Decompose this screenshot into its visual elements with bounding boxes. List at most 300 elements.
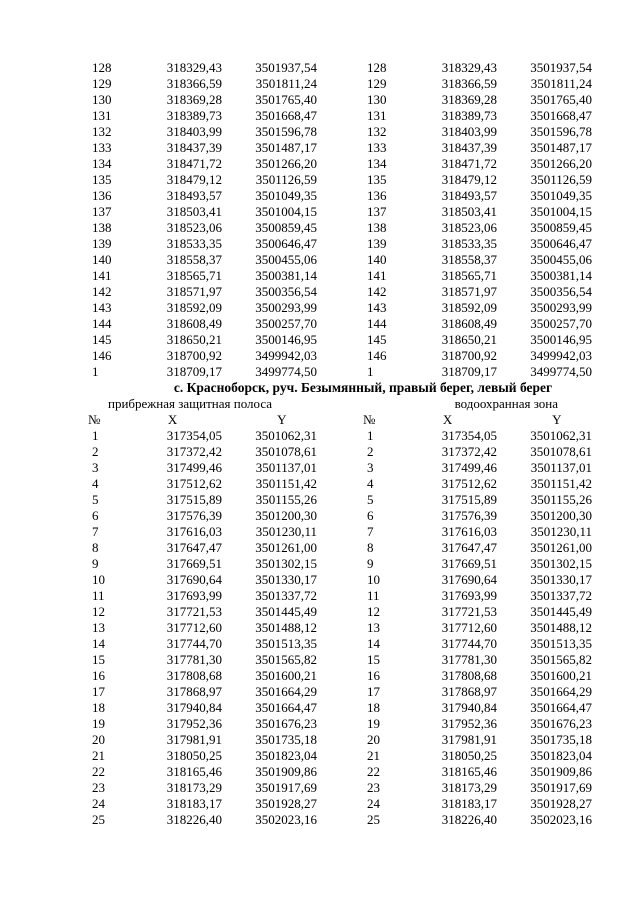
- coord-y: 3500859,45: [530, 220, 592, 235]
- table-row: [363, 604, 598, 620]
- coord-x: 317744,70: [166, 636, 222, 651]
- coord-x: 317372,42: [441, 444, 497, 459]
- point-number: 141: [92, 268, 112, 283]
- coord-y: 3501823,04: [530, 748, 592, 763]
- table-row: [88, 684, 323, 700]
- coord-x: 317940,84: [441, 700, 497, 715]
- table-row: [363, 76, 598, 92]
- table-row: [88, 428, 323, 444]
- point-number: 137: [92, 204, 112, 219]
- table-row: [88, 60, 323, 76]
- table-row: [363, 684, 598, 700]
- table-left: [88, 60, 323, 380]
- table-row: [88, 636, 323, 652]
- point-number: 7: [92, 524, 99, 539]
- coord-x: 318523,06: [441, 220, 497, 235]
- table-row: [88, 124, 323, 140]
- table-row: [88, 188, 323, 204]
- table-row: [363, 796, 598, 812]
- coord-y: 3501513,35: [255, 636, 317, 651]
- point-number: 128: [367, 60, 387, 75]
- point-number: 129: [92, 76, 112, 91]
- table-row: [88, 348, 323, 364]
- point-number: 135: [367, 172, 387, 187]
- coord-x: 317781,30: [166, 652, 222, 667]
- coord-y: 3501266,20: [530, 156, 592, 171]
- coord-x: 318366,59: [166, 76, 222, 91]
- coord-y: 3501937,54: [255, 60, 317, 75]
- table-body: [88, 428, 323, 828]
- coord-x: 317981,91: [166, 732, 222, 747]
- table-row: [363, 812, 598, 828]
- coord-x: 318329,43: [441, 60, 497, 75]
- point-number: 1: [92, 364, 99, 379]
- table-row: [363, 172, 598, 188]
- table-row: [363, 252, 598, 268]
- table-row: [363, 524, 598, 540]
- point-number: 21: [92, 748, 105, 763]
- header-x: X: [167, 412, 178, 427]
- coord-x: 317512,62: [166, 476, 222, 491]
- coord-x: 318389,73: [166, 108, 222, 123]
- coord-x: 317808,68: [441, 668, 497, 683]
- point-number: 9: [92, 556, 99, 571]
- coord-y: 3501488,12: [255, 620, 317, 635]
- coord-x: 317868,97: [441, 684, 497, 699]
- coord-x: 318493,57: [441, 188, 497, 203]
- coord-x: 318173,29: [166, 780, 222, 795]
- coord-y: 3501565,82: [530, 652, 592, 667]
- coord-x: 317515,89: [441, 492, 497, 507]
- table-row: [363, 476, 598, 492]
- coord-y: 3501823,04: [255, 748, 317, 763]
- point-number: 16: [367, 668, 380, 683]
- point-number: 136: [367, 188, 387, 203]
- coord-y: 3501126,59: [530, 172, 592, 187]
- coord-y: 3501330,17: [255, 572, 317, 587]
- coord-y: 3501668,47: [255, 108, 317, 123]
- coord-y: 3501004,15: [530, 204, 592, 219]
- coord-x: 317981,91: [441, 732, 497, 747]
- coord-y: 3501302,15: [530, 556, 592, 571]
- header-number: №: [363, 412, 376, 427]
- coord-x: 317712,60: [441, 620, 497, 635]
- point-number: 2: [92, 444, 99, 459]
- table-row: [88, 668, 323, 684]
- point-number: 15: [92, 652, 105, 667]
- coord-y: 3501765,40: [255, 92, 317, 107]
- coord-x: 318226,40: [166, 812, 222, 827]
- table-row: [88, 460, 323, 476]
- table-row: [363, 108, 598, 124]
- table-row: [88, 812, 323, 828]
- table-row: [88, 364, 323, 380]
- coord-x: 318592,09: [441, 300, 497, 315]
- coord-x: 317712,60: [166, 620, 222, 635]
- point-number: 11: [367, 588, 380, 603]
- coord-x: 318471,72: [441, 156, 497, 171]
- table-row: [363, 204, 598, 220]
- zone-label-right: водоохранная зона: [454, 396, 558, 411]
- coord-y: 3501937,54: [530, 60, 592, 75]
- coord-x: 318165,46: [441, 764, 497, 779]
- point-number: 133: [367, 140, 387, 155]
- table-row: [88, 268, 323, 284]
- table-row: [88, 252, 323, 268]
- table-row: [88, 764, 323, 780]
- coord-x: 318479,12: [166, 172, 222, 187]
- coord-x: 318592,09: [166, 300, 222, 315]
- table-row: [88, 700, 323, 716]
- coord-x: 318183,17: [166, 796, 222, 811]
- coord-x: 317721,53: [166, 604, 222, 619]
- coord-y: 3501126,59: [255, 172, 317, 187]
- point-number: 8: [367, 540, 374, 555]
- coord-y: 3500257,70: [255, 316, 317, 331]
- point-number: 132: [92, 124, 112, 139]
- coord-y: 3501137,01: [255, 460, 317, 475]
- table-row: [88, 508, 323, 524]
- point-number: 146: [367, 348, 387, 363]
- coord-y: 3500646,47: [255, 236, 317, 251]
- point-number: 141: [367, 268, 387, 283]
- point-number: 21: [367, 748, 380, 763]
- coord-x: 318389,73: [441, 108, 497, 123]
- point-number: 24: [367, 796, 380, 811]
- table-row: [363, 540, 598, 556]
- header-y: Y: [277, 412, 287, 427]
- point-number: 8: [92, 540, 99, 555]
- point-number: 12: [92, 604, 105, 619]
- coord-x: 318493,57: [166, 188, 222, 203]
- coord-x: 317499,46: [166, 460, 222, 475]
- coord-y: 3501137,01: [530, 460, 592, 475]
- coord-x: 318437,39: [166, 140, 222, 155]
- point-number: 143: [92, 300, 112, 315]
- coord-y: 3501330,17: [530, 572, 592, 587]
- coord-y: 3501230,11: [255, 524, 317, 539]
- coord-y: 3501909,86: [255, 764, 317, 779]
- point-number: 5: [367, 492, 374, 507]
- table-row: [363, 316, 598, 332]
- table-row: [88, 572, 323, 588]
- header-number: №: [88, 412, 101, 427]
- table-row: [88, 748, 323, 764]
- point-number: 133: [92, 140, 112, 155]
- point-number: 142: [367, 284, 387, 299]
- coord-x: 318165,46: [166, 764, 222, 779]
- coord-y: 3501811,24: [255, 76, 317, 91]
- coord-y: 3501735,18: [530, 732, 592, 747]
- point-number: 25: [92, 812, 105, 827]
- point-number: 140: [92, 252, 112, 267]
- coord-y: 3501062,31: [530, 428, 592, 443]
- coord-y: 3501155,26: [530, 492, 592, 507]
- point-number: 1: [367, 428, 374, 443]
- coord-x: 318709,17: [166, 364, 222, 379]
- point-number: 13: [92, 620, 105, 635]
- coord-y: 3501596,78: [255, 124, 317, 139]
- section-heading: с. Красноборск, руч. Безымянный, правый берег, левый берег: [173, 380, 553, 395]
- point-number: 132: [367, 124, 387, 139]
- coord-y: 3501078,61: [530, 444, 592, 459]
- coord-y: 3500381,14: [255, 268, 317, 283]
- point-number: 128: [92, 60, 112, 75]
- point-number: 140: [367, 252, 387, 267]
- coord-y: 3501513,35: [530, 636, 592, 651]
- table-row: [363, 332, 598, 348]
- point-number: 20: [367, 732, 380, 747]
- coord-y: 3501488,12: [530, 620, 592, 635]
- coord-y: 3501664,47: [530, 700, 592, 715]
- coord-x: 317647,47: [166, 540, 222, 555]
- table-row: [363, 364, 598, 380]
- table-row: [88, 236, 323, 252]
- coord-y: 3500293,99: [530, 300, 592, 315]
- table-row: [88, 556, 323, 572]
- coord-y: 3502023,16: [530, 812, 592, 827]
- table-row: [363, 700, 598, 716]
- table-row: [363, 220, 598, 236]
- coord-y: 3501337,72: [255, 588, 317, 603]
- point-number: 17: [367, 684, 380, 699]
- coord-x: 318700,92: [166, 348, 222, 363]
- coord-x: 317690,64: [166, 572, 222, 587]
- table-row: [88, 220, 323, 236]
- table-row: [88, 284, 323, 300]
- coord-x: 317576,39: [441, 508, 497, 523]
- coord-y: 3501596,78: [530, 124, 592, 139]
- coord-x: 317693,99: [166, 588, 222, 603]
- coord-x: 318571,97: [441, 284, 497, 299]
- coord-y: 3500257,70: [530, 316, 592, 331]
- header-x: X: [442, 412, 453, 427]
- coord-x: 318650,21: [166, 332, 222, 347]
- point-number: 22: [92, 764, 105, 779]
- coord-y: 3501565,82: [255, 652, 317, 667]
- point-number: 20: [92, 732, 105, 747]
- table-row: [363, 460, 598, 476]
- coord-x: 318650,21: [441, 332, 497, 347]
- coordinates-section-2: [88, 380, 598, 828]
- point-number: 19: [367, 716, 380, 731]
- coord-y: 3501337,72: [530, 588, 592, 603]
- table-row: [363, 428, 598, 444]
- coord-x: 317721,53: [441, 604, 497, 619]
- table-row: [88, 780, 323, 796]
- coord-y: 3501445,49: [530, 604, 592, 619]
- coord-y: 3500356,54: [530, 284, 592, 299]
- coord-x: 317616,03: [166, 524, 222, 539]
- point-number: 131: [92, 108, 112, 123]
- coord-x: 318558,37: [166, 252, 222, 267]
- point-number: 145: [92, 332, 112, 347]
- coord-x: 318479,12: [441, 172, 497, 187]
- point-number: 5: [92, 492, 99, 507]
- table-row: [363, 236, 598, 252]
- table-row: [88, 316, 323, 332]
- coord-y: 3501200,30: [530, 508, 592, 523]
- zone-label-left: прибрежная защитная полоса: [108, 396, 273, 411]
- coord-x: 317744,70: [441, 636, 497, 651]
- point-number: 4: [92, 476, 99, 491]
- point-number: 146: [92, 348, 112, 363]
- coordinates-section-1: [88, 60, 598, 380]
- coord-y: 3501049,35: [530, 188, 592, 203]
- table-row: [88, 604, 323, 620]
- table-row: [363, 508, 598, 524]
- coord-y: 3501928,27: [530, 796, 592, 811]
- table-row: [88, 796, 323, 812]
- table-row: [88, 76, 323, 92]
- coord-y: 3501266,20: [255, 156, 317, 171]
- coord-y: 3501600,21: [255, 668, 317, 683]
- table-row: [88, 620, 323, 636]
- point-number: 143: [367, 300, 387, 315]
- coord-y: 3499774,50: [530, 364, 592, 379]
- table-row: [363, 124, 598, 140]
- table-row: [363, 652, 598, 668]
- coord-x: 317354,05: [441, 428, 497, 443]
- zone-labels: [88, 396, 598, 412]
- point-number: 22: [367, 764, 380, 779]
- point-number: 7: [367, 524, 374, 539]
- coord-y: 3501668,47: [530, 108, 592, 123]
- point-number: 19: [92, 716, 105, 731]
- coord-x: 318173,29: [441, 780, 497, 795]
- point-number: 129: [367, 76, 387, 91]
- coord-y: 3501230,11: [530, 524, 592, 539]
- coord-y: 3499774,50: [255, 364, 317, 379]
- point-number: 139: [367, 236, 387, 251]
- point-number: 14: [92, 636, 105, 651]
- table-row: [363, 748, 598, 764]
- table-left: [88, 412, 323, 828]
- coord-x: 318565,71: [441, 268, 497, 283]
- table-row: [88, 444, 323, 460]
- table-row: [363, 188, 598, 204]
- point-number: 15: [367, 652, 380, 667]
- table-row: [88, 524, 323, 540]
- point-number: 2: [367, 444, 374, 459]
- point-number: 25: [367, 812, 380, 827]
- table-row: [363, 444, 598, 460]
- coord-x: 317690,64: [441, 572, 497, 587]
- table-row: [363, 668, 598, 684]
- table-header: [88, 412, 323, 428]
- coord-y: 3501062,31: [255, 428, 317, 443]
- point-number: 1: [367, 364, 374, 379]
- coord-x: 317940,84: [166, 700, 222, 715]
- table-row: [88, 732, 323, 748]
- point-number: 13: [367, 620, 380, 635]
- table-row: [363, 156, 598, 172]
- point-number: 3: [92, 460, 99, 475]
- coord-x: 317515,89: [166, 492, 222, 507]
- coord-x: 317354,05: [166, 428, 222, 443]
- table-row: [88, 172, 323, 188]
- coord-x: 318558,37: [441, 252, 497, 267]
- coord-x: 318226,40: [441, 812, 497, 827]
- coord-y: 3501261,00: [255, 540, 317, 555]
- table-row: [363, 348, 598, 364]
- coord-y: 3500455,06: [530, 252, 592, 267]
- point-number: 138: [92, 220, 112, 235]
- point-number: 24: [92, 796, 105, 811]
- point-number: 142: [92, 284, 112, 299]
- table-row: [88, 92, 323, 108]
- coord-x: 317952,36: [166, 716, 222, 731]
- coord-y: 3501151,42: [530, 476, 592, 491]
- coord-x: 318503,41: [441, 204, 497, 219]
- coord-y: 3500356,54: [255, 284, 317, 299]
- coord-x: 317669,51: [166, 556, 222, 571]
- point-number: 137: [367, 204, 387, 219]
- coord-x: 317512,62: [441, 476, 497, 491]
- coord-y: 3501445,49: [255, 604, 317, 619]
- coord-x: 318503,41: [166, 204, 222, 219]
- coord-x: 318050,25: [441, 748, 497, 763]
- coord-y: 3501917,69: [530, 780, 592, 795]
- coord-y: 3501487,17: [255, 140, 317, 155]
- point-number: 136: [92, 188, 112, 203]
- coord-y: 3499942,03: [255, 348, 317, 363]
- point-number: 18: [92, 700, 105, 715]
- coord-x: 318329,43: [166, 60, 222, 75]
- table-row: [88, 540, 323, 556]
- coord-x: 318183,17: [441, 796, 497, 811]
- coord-y: 3499942,03: [530, 348, 592, 363]
- table-row: [363, 556, 598, 572]
- table-row: [363, 300, 598, 316]
- coord-x: 317808,68: [166, 668, 222, 683]
- coord-y: 3501302,15: [255, 556, 317, 571]
- point-number: 134: [367, 156, 387, 171]
- coord-x: 318533,35: [441, 236, 497, 251]
- table-row: [88, 716, 323, 732]
- coord-y: 3501261,00: [530, 540, 592, 555]
- coord-x: 318369,28: [441, 92, 497, 107]
- table-row: [363, 284, 598, 300]
- coord-x: 318437,39: [441, 140, 497, 155]
- table-row: [363, 780, 598, 796]
- table-row: [363, 764, 598, 780]
- coord-x: 318571,97: [166, 284, 222, 299]
- coord-x: 317372,42: [166, 444, 222, 459]
- point-number: 6: [367, 508, 374, 523]
- point-number: 138: [367, 220, 387, 235]
- coord-x: 318471,72: [166, 156, 222, 171]
- coord-y: 3501200,30: [255, 508, 317, 523]
- point-number: 18: [367, 700, 380, 715]
- coord-y: 3500646,47: [530, 236, 592, 251]
- coord-x: 318608,49: [441, 316, 497, 331]
- point-number: 1: [92, 428, 99, 443]
- table-row: [88, 652, 323, 668]
- point-number: 135: [92, 172, 112, 187]
- coord-y: 3501765,40: [530, 92, 592, 107]
- point-number: 9: [367, 556, 374, 571]
- coord-y: 3501928,27: [255, 796, 317, 811]
- table-row: [363, 140, 598, 156]
- table-row: [363, 60, 598, 76]
- coord-x: 317693,99: [441, 588, 497, 603]
- table-right: [363, 60, 598, 380]
- coord-y: 3501811,24: [530, 76, 592, 91]
- point-number: 12: [367, 604, 380, 619]
- table-row: [363, 572, 598, 588]
- table-header: [363, 412, 598, 428]
